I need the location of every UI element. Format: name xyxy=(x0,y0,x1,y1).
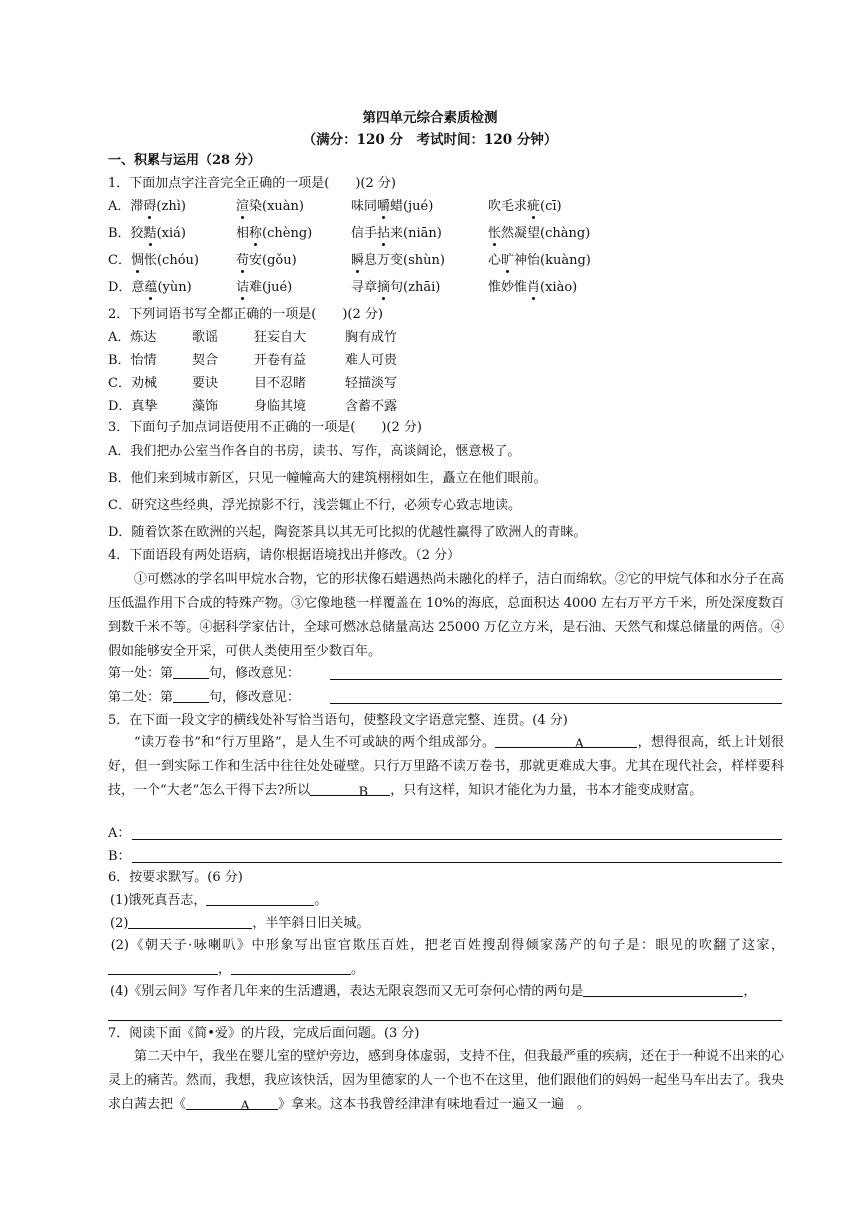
q2-c-2: 要诀 xyxy=(192,376,219,391)
q2-a-1: A．炼达 xyxy=(108,330,157,345)
q1-c-3: 瞬息万变(shùn) xyxy=(351,253,445,268)
q6-item-4: (4)《别云间》写作者几年来的生活遭遇，表达无限哀怨而又无可奈何心情的两句是 ， xyxy=(110,984,757,999)
q1-stem: 1．下面加点字注音完全正确的一项是( )(2 分) xyxy=(108,176,396,191)
q1-a-2: 渲染(xuàn) xyxy=(236,199,304,214)
q5-label-b: B： xyxy=(108,849,131,864)
q6-stem: 6．按要求默写。(6 分) xyxy=(108,870,243,885)
q4-first-sentence-blank[interactable] xyxy=(173,664,209,679)
q5-label-a: A： xyxy=(108,826,131,841)
q2-c-3: 目不忍睹 xyxy=(254,376,307,391)
q5-stem: 5．在下面一段文字的横线处补写恰当语句，使整段文字语意完整、连贯。(4 分) xyxy=(108,713,568,728)
q1-b-1: B．狡黠(xiá) xyxy=(108,226,186,241)
q1-d-3: 寻章摘句(zhāi) xyxy=(351,280,441,295)
q6-blank-1[interactable] xyxy=(206,891,314,906)
q2-a-2: 歌谣 xyxy=(192,330,219,345)
q1-d-4: 惟妙惟肖(xiào) xyxy=(488,280,578,295)
q6-blank-4a[interactable] xyxy=(583,982,743,997)
page-subtitle: （满分：120 分 考试时间：120 分钟） xyxy=(302,132,558,148)
q1-d-2: 诘难(jué) xyxy=(236,280,293,295)
q6-blank-3a[interactable] xyxy=(108,960,218,975)
q5-blank-a[interactable]: A xyxy=(495,733,637,748)
q5-answer-line-a[interactable] xyxy=(132,838,782,840)
q1-b-2: 相称(chèng) xyxy=(236,226,313,241)
q1-c-4: 心旷神怡(kuàng) xyxy=(488,253,591,268)
q2-b-2: 契合 xyxy=(192,353,219,368)
q2-d-2: 藻饰 xyxy=(192,399,219,414)
q4-second-answer-line[interactable] xyxy=(330,702,782,704)
q1-a-1: A．滞碍(zhì) xyxy=(108,199,186,214)
section-heading: 一、积累与运用（28 分） xyxy=(108,153,261,168)
q1-b-3: 信手拈来(niān) xyxy=(351,226,442,241)
q3-option-c: C．研究这些经典，浮光掠影不行，浅尝辄止不行，必须专心致志地读。 xyxy=(108,498,521,513)
q6-item-1: (1)饿死真吾志， 。 xyxy=(110,893,328,908)
q2-b-1: B．怡情 xyxy=(108,353,157,368)
q7-passage: 第二天中午，我坐在婴儿室的壁炉旁边，感到身体虚弱，支持不住，但我最严重的疾病，还在于一种说不出来的心灵上的痛苦。然而，我想，我应该快活，因为里德家的人一个也不在这里，他们跟他们的妈妈一起坐马车出去了。我央求白茜去把《 A 》拿来。这本书我曾经津津有味地看过一遍又一遍 。 xyxy=(108,1049,785,1114)
q2-d-3: 身临其境 xyxy=(254,399,307,414)
page-title: 第四单元综合素质检测 xyxy=(362,110,498,126)
q2-c-1: C．劝械 xyxy=(108,376,157,391)
q1-c-2: 苟安(gǒu) xyxy=(236,253,297,268)
q4-stem: 4．下面语段有两处语病，请你根据语境找出并修改。（2 分） xyxy=(108,548,461,563)
q3-option-a: A．我们把办公室当作各自的书房，读书、写作，高谈阔论，惬意极了。 xyxy=(108,444,521,459)
q5-passage: “读万卷书”和“行万里路”，是人生不可或缺的两个组成部分。 A ，想得很高，纸上计划很好，但一到实际工作和生活中往往处处碰壁。只行万里路不读万卷书，那就更难成大事。尤其在现代社会，样样要科技，一个“大老”怎么干得下去?所以 B ，只有这样，知识才能化为力量，书本才能变成财富。 xyxy=(108,735,784,800)
q5-blank-b[interactable]: B xyxy=(310,781,390,796)
q6-item-3: (2)《朝天子·咏喇叭》中形象写出宦官欺压百姓，把老百姓搜刮得倾家荡产的句子是：眼见的吹翻了这家，， 。 xyxy=(108,934,784,982)
q2-b-3: 开卷有益 xyxy=(254,353,307,368)
q4-second-fix: 第二处：第 句，修改意见： xyxy=(108,690,301,705)
q7-stem: 7．阅读下面《简•爱》的片段，完成后面问题。(3 分) xyxy=(108,1026,420,1041)
q6-blank-4b[interactable] xyxy=(108,1019,782,1021)
q6-blank-2[interactable] xyxy=(128,914,252,929)
q4-second-sentence-blank[interactable] xyxy=(173,688,209,703)
q2-stem: 2．下列词语书写全都正确的一项是( )(2 分) xyxy=(108,307,383,322)
q7-blank-a[interactable]: A xyxy=(186,1095,278,1110)
q6-blank-3b[interactable] xyxy=(231,960,351,975)
q5-answer-line-b[interactable] xyxy=(132,861,782,863)
q1-b-4: 怅然凝望(chàng) xyxy=(488,226,591,241)
q4-passage: ①可燃冰的学名叫甲烷水合物，它的形状像石蜡遇热尚未融化的样子，洁白而绵软。②它的甲烷气体和水分子在高压低温作用下合成的特殊产物。③它像地毯一样覆盖在 10%的海底，总面积达 4000 左右万平方千米，所处深度数百到数千米不等。④据科学家估计，全球可燃冰总储量高达 25000 万亿立方米，是石油、天然气和煤总储量的两倍。④假如能够安全开采，可供人类使用至少数百年。 xyxy=(108,572,785,659)
q1-c-1: C．惆怅(chóu) xyxy=(108,253,199,268)
q2-b-4: 难人可贵 xyxy=(345,353,398,368)
q1-a-3: 味同嚼蜡(jué) xyxy=(351,199,434,214)
q2-a-4: 胸有成竹 xyxy=(345,330,398,345)
q3-option-b: B．他们来到城市新区，只见一幢幢高大的建筑栩栩如生，矗立在他们眼前。 xyxy=(108,471,547,486)
q1-d-1: D．意蕴(yùn) xyxy=(108,280,192,295)
q2-c-4: 轻描淡写 xyxy=(345,376,398,391)
q2-d-1: D．真挚 xyxy=(108,399,158,414)
q1-a-4: 吹毛求疵(cī) xyxy=(488,199,562,214)
q2-a-3: 狂妄自大 xyxy=(254,330,307,345)
q3-stem: 3．下面句子加点词语使用不正确的一项是( )(2 分) xyxy=(108,420,422,435)
q2-d-4: 含蓄不露 xyxy=(345,399,398,414)
q4-first-answer-line[interactable] xyxy=(330,678,782,680)
q4-first-fix: 第一处：第 句，修改意见： xyxy=(108,666,301,681)
q3-option-d: D．随着饮茶在欧洲的兴起，陶瓷茶具以其无可比拟的优越性赢得了欧洲人的青睐。 xyxy=(108,525,587,540)
q6-item-2: (2) ，半竿斜日旧关城。 xyxy=(110,916,370,931)
